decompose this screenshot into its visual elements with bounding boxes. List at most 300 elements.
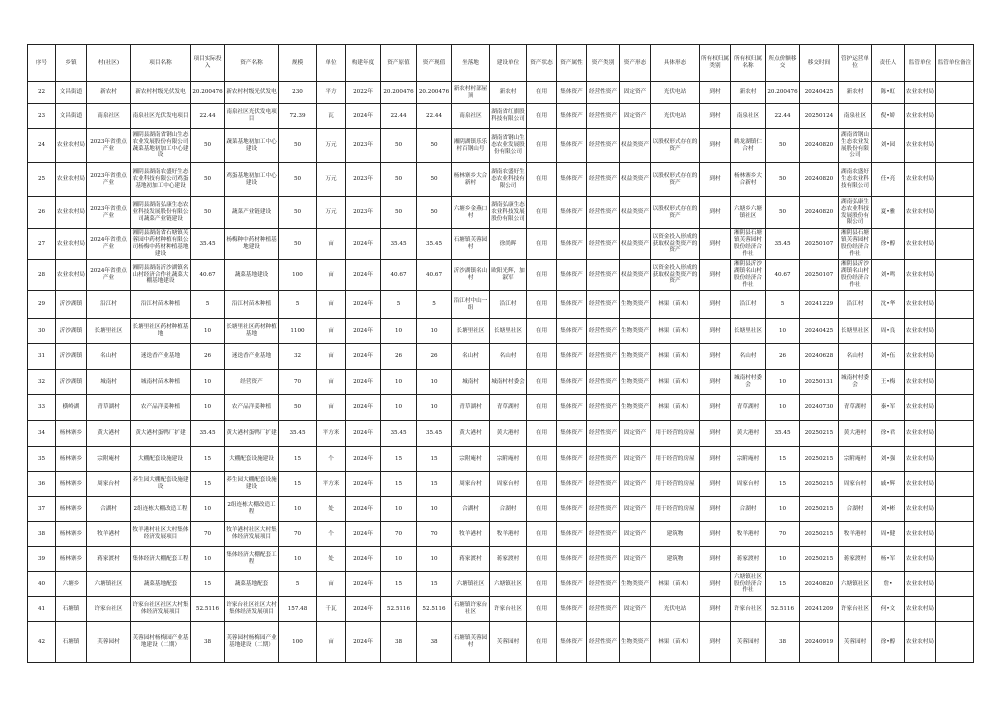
table-row bbox=[28, 229, 974, 260]
township-cell: 杨林寨乡 bbox=[56, 547, 87, 572]
build-year-cell: 2024年 bbox=[346, 319, 381, 344]
builder-cell: 芙蓉园村 bbox=[490, 622, 527, 663]
build-year-cell: 2022年 bbox=[346, 82, 381, 104]
table-row bbox=[28, 421, 974, 447]
transfer-date-cell: 20240919 bbox=[800, 622, 839, 663]
township-cell: 农业农村局 bbox=[56, 229, 87, 260]
township-cell: 杨林寨乡 bbox=[56, 421, 87, 447]
responsible-person-cell: 刘•伍 bbox=[872, 344, 905, 370]
project-name-cell: 湘阴县湖南弘康生态农业科技发展股份有限公司蔬菜产业链建设 bbox=[131, 197, 191, 229]
serial-no-cell: 23 bbox=[28, 104, 56, 129]
remarks-cell bbox=[936, 319, 974, 344]
ownership-name-cell: 湘阴县沂沙湖镇名山村股份经济合作社 bbox=[731, 260, 766, 291]
asset-status-cell: 在用 bbox=[527, 82, 557, 104]
operator-cell: 湖南省钢山生态农业发展股份有限公司 bbox=[839, 129, 872, 163]
asset-original-value-cell: 50 bbox=[381, 129, 417, 163]
unit-cell: 亩 bbox=[317, 260, 346, 291]
operator-cell: 沿江村 bbox=[839, 291, 872, 319]
build-year-cell: 2024年 bbox=[346, 291, 381, 319]
ownership-name-cell: 城南村村委会 bbox=[731, 370, 766, 395]
specific-form-cell: 林果（苗木） bbox=[651, 291, 700, 319]
location-cell: 宗附庵村 bbox=[452, 447, 490, 472]
asset-current-value-cell: 15 bbox=[417, 572, 452, 597]
transfer-value-cell: 15 bbox=[766, 572, 800, 597]
scale-cell: 5 bbox=[279, 572, 317, 597]
ownership-name-cell: 沿江村 bbox=[731, 291, 766, 319]
scale-cell: 15 bbox=[279, 447, 317, 472]
asset-name-cell: 牧羊港村社区大村集体经济发展项目 bbox=[225, 522, 279, 547]
supervisor-cell: 农业农村局 bbox=[905, 370, 936, 395]
asset-attribute-header: 资产属性 bbox=[557, 45, 587, 82]
asset-attribute-cell: 集体资产 bbox=[557, 622, 587, 663]
serial-no-cell: 26 bbox=[28, 197, 56, 229]
asset-attribute-cell: 集体资产 bbox=[557, 229, 587, 260]
builder-cell: 黄大港村 bbox=[490, 421, 527, 447]
builder-cell: 宗附庵村 bbox=[490, 447, 527, 472]
asset-attribute-cell: 集体资产 bbox=[557, 370, 587, 395]
unit-cell: 平方 bbox=[317, 82, 346, 104]
ownership-name-cell: 湘阴县石塘镇芙蓉园村股份经济合作社 bbox=[731, 229, 766, 260]
transfer-date-cell: 20250215 bbox=[800, 472, 839, 497]
asset-status-cell: 在用 bbox=[527, 395, 557, 421]
location-cell: 牧羊港村 bbox=[452, 522, 490, 547]
operator-cell: 黄大港村 bbox=[839, 421, 872, 447]
operator-cell: 新农村 bbox=[839, 82, 872, 104]
asset-original-value-cell: 35.45 bbox=[381, 229, 417, 260]
project-investment-cell: 52.5116 bbox=[191, 597, 225, 622]
asset-form-cell: 固定资产 bbox=[620, 547, 651, 572]
responsible-person-cell: 何•文 bbox=[872, 597, 905, 622]
village-cell: 城南村 bbox=[87, 370, 131, 395]
asset-name-cell: 南泉社区光伏发电项目 bbox=[225, 104, 279, 129]
village-cell: 宗附庵村 bbox=[87, 447, 131, 472]
location-cell: 周家台村 bbox=[452, 472, 490, 497]
township-cell: 农业农村局 bbox=[56, 197, 87, 229]
transfer-value-cell: 10 bbox=[766, 547, 800, 572]
project-name-cell: 2组连栋大棚改造工程 bbox=[131, 497, 191, 522]
project-investment-cell: 10 bbox=[191, 370, 225, 395]
asset-status-cell: 在用 bbox=[527, 291, 557, 319]
builder-cell: 合湖村 bbox=[490, 497, 527, 522]
asset-form-cell: 固定资产 bbox=[620, 421, 651, 447]
asset-attribute-cell: 集体资产 bbox=[557, 82, 587, 104]
asset-current-value-cell: 22.44 bbox=[417, 104, 452, 129]
scale-cell: 50 bbox=[279, 229, 317, 260]
village-cell: 新农村 bbox=[87, 82, 131, 104]
specific-form-cell: 以股权形式存在的资产 bbox=[651, 129, 700, 163]
asset-original-value-cell: 52.5116 bbox=[381, 597, 417, 622]
asset-category-cell: 经营性资产 bbox=[587, 344, 620, 370]
ownership-type-cell: 到村 bbox=[700, 447, 731, 472]
serial-no-cell: 28 bbox=[28, 260, 56, 291]
project-investment-cell: 15 bbox=[191, 447, 225, 472]
unit-cell: 万元 bbox=[317, 129, 346, 163]
operator-cell: 湘阴县石塘镇芙蓉园村股份经济合作社 bbox=[839, 229, 872, 260]
serial-no-cell: 37 bbox=[28, 497, 56, 522]
location-cell: 沂沙湖镇名山村 bbox=[452, 260, 490, 291]
scale-cell: 15 bbox=[279, 472, 317, 497]
asset-name-cell: 集体经济大棚配套工程 bbox=[225, 547, 279, 572]
responsible-person-cell: 陈•虹 bbox=[872, 82, 905, 104]
asset-original-value-cell: 10 bbox=[381, 319, 417, 344]
ownership-name-cell: 合湖村 bbox=[731, 497, 766, 522]
remarks-cell bbox=[936, 547, 974, 572]
asset-name-cell: 蔬菜基地初加工中心建设 bbox=[225, 129, 279, 163]
asset-current-value-cell: 52.5116 bbox=[417, 597, 452, 622]
asset-status-cell: 在用 bbox=[527, 163, 557, 197]
township-cell: 六塘乡 bbox=[56, 572, 87, 597]
project-investment-cell: 38 bbox=[191, 622, 225, 663]
asset-form-cell: 固定资产 bbox=[620, 597, 651, 622]
asset-current-value-cell: 26 bbox=[417, 344, 452, 370]
table-row bbox=[28, 104, 974, 129]
specific-form-cell: 光伏电站 bbox=[651, 104, 700, 129]
ownership-name-cell: 杨林寨乡大合新村 bbox=[731, 163, 766, 197]
operator-cell: 合湖村 bbox=[839, 497, 872, 522]
remarks-cell bbox=[936, 497, 974, 522]
project-investment-cell: 20.200476 bbox=[191, 82, 225, 104]
asset-original-value-cell: 35.45 bbox=[381, 421, 417, 447]
village-cell: 牧羊港村 bbox=[87, 522, 131, 547]
asset-name-cell: 养生园大棚配套设施建设 bbox=[225, 472, 279, 497]
table-row bbox=[28, 447, 974, 472]
builder-cell: 湖南弘康生态农业科技发展股份有限公司 bbox=[490, 197, 527, 229]
operator-cell: 名山村 bbox=[839, 344, 872, 370]
responsible-person-header: 责任人 bbox=[872, 45, 905, 82]
ownership-type-cell: 到村 bbox=[700, 197, 731, 229]
ownership-type-cell: 到村 bbox=[700, 572, 731, 597]
village-cell: 周家台村 bbox=[87, 472, 131, 497]
village-cell: 南泉社区 bbox=[87, 104, 131, 129]
build-year-cell: 2023年 bbox=[346, 197, 381, 229]
asset-original-value-cell: 10 bbox=[381, 547, 417, 572]
operator-cell: 湖南弘康生态农业科技发展股份有限公司 bbox=[839, 197, 872, 229]
asset-form-cell: 生物类资产 bbox=[620, 572, 651, 597]
asset-original-value-cell: 15 bbox=[381, 572, 417, 597]
remarks-cell bbox=[936, 197, 974, 229]
specific-form-cell: 用于经营的房屋 bbox=[651, 421, 700, 447]
transfer-value-cell: 50 bbox=[766, 197, 800, 229]
builder-cell: 欧阳光辉，加淑军 bbox=[490, 260, 527, 291]
asset-current-value-cell: 10 bbox=[417, 395, 452, 421]
asset-name-cell: 蔬菜基地配套 bbox=[225, 572, 279, 597]
asset-status-cell: 在用 bbox=[527, 197, 557, 229]
project-investment-cell: 10 bbox=[191, 547, 225, 572]
serial-no-cell: 42 bbox=[28, 622, 56, 663]
specific-form-cell: 林果（苗木） bbox=[651, 622, 700, 663]
unit-cell: 千瓦 bbox=[317, 597, 346, 622]
supervisor-cell: 农业农村局 bbox=[905, 260, 936, 291]
serial-no-cell: 39 bbox=[28, 547, 56, 572]
asset-original-value-header: 资产原值 bbox=[381, 45, 417, 82]
asset-category-cell: 经营性资产 bbox=[587, 197, 620, 229]
township-cell: 横岭湖 bbox=[56, 395, 87, 421]
transfer-value-cell: 35.45 bbox=[766, 229, 800, 260]
serial-no-cell: 35 bbox=[28, 447, 56, 472]
asset-attribute-cell: 集体资产 bbox=[557, 547, 587, 572]
responsible-person-cell: 徐•醇 bbox=[872, 229, 905, 260]
operator-cell: 周家台村 bbox=[839, 472, 872, 497]
project-investment-cell: 35.45 bbox=[191, 229, 225, 260]
builder-cell: 长塘里社区 bbox=[490, 319, 527, 344]
remarks-cell bbox=[936, 260, 974, 291]
asset-current-value-cell: 50 bbox=[417, 129, 452, 163]
remarks-cell bbox=[936, 395, 974, 421]
project-investment-cell: 10 bbox=[191, 319, 225, 344]
township-cell: 沂沙湖镇 bbox=[56, 370, 87, 395]
asset-form-cell: 固定资产 bbox=[620, 104, 651, 129]
asset-attribute-cell: 集体资产 bbox=[557, 572, 587, 597]
project-name-cell: 牧羊港村社区大村集体经济发展项目 bbox=[131, 522, 191, 547]
build-year-header: 构建年度 bbox=[346, 45, 381, 82]
asset-original-value-cell: 10 bbox=[381, 497, 417, 522]
builder-cell: 城南村村委会 bbox=[490, 370, 527, 395]
operator-cell: 青草湖村 bbox=[839, 395, 872, 421]
scale-cell: 157.48 bbox=[279, 597, 317, 622]
ownership-name-cell: 南泉社区 bbox=[731, 104, 766, 129]
transfer-date-cell: 20250215 bbox=[800, 522, 839, 547]
transfer-date-cell: 20240820 bbox=[800, 163, 839, 197]
asset-name-header: 资产名称 bbox=[225, 45, 279, 82]
specific-form-cell: 以股权形式存在的资产 bbox=[651, 197, 700, 229]
transfer-date-cell: 20241229 bbox=[800, 291, 839, 319]
operator-cell: 南泉社区 bbox=[839, 104, 872, 129]
asset-form-header: 资产形态 bbox=[620, 45, 651, 82]
responsible-person-cell: 秦•军 bbox=[872, 395, 905, 421]
project-name-cell: 沿江村苗木种植 bbox=[131, 291, 191, 319]
specific-form-cell: 林果（苗木） bbox=[651, 395, 700, 421]
asset-current-value-cell: 15 bbox=[417, 472, 452, 497]
supervisor-cell: 农业农村局 bbox=[905, 395, 936, 421]
scale-cell: 50 bbox=[279, 395, 317, 421]
build-year-cell: 2023年 bbox=[346, 163, 381, 197]
ownership-name-cell: 六塘乡六塘镇社区 bbox=[731, 197, 766, 229]
table-row bbox=[28, 597, 974, 622]
table-row bbox=[28, 522, 974, 547]
village-cell: 名山村 bbox=[87, 344, 131, 370]
ownership-name-cell: 青草湖村 bbox=[731, 395, 766, 421]
responsible-person-cell: 刘•彬 bbox=[872, 497, 905, 522]
specific-form-cell: 林果（苗木） bbox=[651, 344, 700, 370]
table-row bbox=[28, 163, 974, 197]
ownership-name-cell: 蒋家渡村 bbox=[731, 547, 766, 572]
village-cell: 六塘镇社区 bbox=[87, 572, 131, 597]
village-header: 村(社区) bbox=[87, 45, 131, 82]
location-cell: 新农村村部屋顶 bbox=[452, 82, 490, 104]
asset-status-cell: 在用 bbox=[527, 547, 557, 572]
ownership-type-cell: 到村 bbox=[700, 104, 731, 129]
remarks-cell bbox=[936, 291, 974, 319]
project-name-cell: 农产品洋姜种植 bbox=[131, 395, 191, 421]
project-name-cell: 蔬菜基地配套 bbox=[131, 572, 191, 597]
specific-form-cell: 建筑物 bbox=[651, 522, 700, 547]
specific-form-cell: 用于经营的房屋 bbox=[651, 497, 700, 522]
asset-current-value-cell: 50 bbox=[417, 197, 452, 229]
asset-category-cell: 经营性资产 bbox=[587, 291, 620, 319]
build-year-cell: 2024年 bbox=[346, 370, 381, 395]
table-row bbox=[28, 129, 974, 163]
asset-category-cell: 经营性资产 bbox=[587, 370, 620, 395]
operator-cell: 湖南农盛好生态农业科技有限公司 bbox=[839, 163, 872, 197]
asset-current-value-cell: 10 bbox=[417, 319, 452, 344]
village-cell: 黄大港村 bbox=[87, 421, 131, 447]
project-investment-cell: 50 bbox=[191, 163, 225, 197]
serial-no-cell: 33 bbox=[28, 395, 56, 421]
supervisor-cell: 农业农村局 bbox=[905, 572, 936, 597]
remarks-cell bbox=[936, 104, 974, 129]
asset-status-cell: 在用 bbox=[527, 572, 557, 597]
unit-cell: 万元 bbox=[317, 197, 346, 229]
asset-category-cell: 经营性资产 bbox=[587, 260, 620, 291]
unit-cell: 平方米 bbox=[317, 421, 346, 447]
asset-form-cell: 权益类资产 bbox=[620, 260, 651, 291]
transfer-date-cell: 20250215 bbox=[800, 447, 839, 472]
serial-no-cell: 40 bbox=[28, 572, 56, 597]
supervisor-cell: 农业农村局 bbox=[905, 597, 936, 622]
asset-name-cell: 许家台社区社区大村集体经济发展项目 bbox=[225, 597, 279, 622]
asset-form-cell: 固定资产 bbox=[620, 522, 651, 547]
builder-cell: 牧羊港村 bbox=[490, 522, 527, 547]
operator-cell: 蒋家渡村 bbox=[839, 547, 872, 572]
project-investment-cell: 10 bbox=[191, 497, 225, 522]
asset-name-cell: 沿江村苗木种植 bbox=[225, 291, 279, 319]
scale-cell: 50 bbox=[279, 163, 317, 197]
asset-name-cell: 2组连栋大棚改造工程 bbox=[225, 497, 279, 522]
serial-no-cell: 22 bbox=[28, 82, 56, 104]
asset-current-value-cell: 50 bbox=[417, 163, 452, 197]
table-row bbox=[28, 319, 974, 344]
builder-cell: 许家台社区 bbox=[490, 597, 527, 622]
responsible-person-cell: 刘•强 bbox=[872, 447, 905, 472]
scale-cell: 72.39 bbox=[279, 104, 317, 129]
operator-cell: 城南村村委会 bbox=[839, 370, 872, 395]
township-cell: 杨林寨乡 bbox=[56, 522, 87, 547]
township-cell: 文昌街道 bbox=[56, 104, 87, 129]
asset-category-cell: 经营性资产 bbox=[587, 497, 620, 522]
supervisor-cell: 农业农村局 bbox=[905, 82, 936, 104]
township-cell: 杨林寨乡 bbox=[56, 472, 87, 497]
location-cell: 黄大港村 bbox=[452, 421, 490, 447]
unit-cell: 个 bbox=[317, 447, 346, 472]
transfer-date-cell: 20250107 bbox=[800, 260, 839, 291]
transfer-value-cell: 38 bbox=[766, 622, 800, 663]
asset-name-cell: 蔬菜产业链建设 bbox=[225, 197, 279, 229]
unit-cell: 亩 bbox=[317, 319, 346, 344]
builder-cell: 新农村 bbox=[490, 82, 527, 104]
responsible-person-cell: 任•亮 bbox=[872, 163, 905, 197]
project-name-cell: 集体经济大棚配套工程 bbox=[131, 547, 191, 572]
ownership-type-cell: 到村 bbox=[700, 163, 731, 197]
project-name-cell: 南泉社区光伏发电项目 bbox=[131, 104, 191, 129]
location-cell: 杨林寨乡大合新村 bbox=[452, 163, 490, 197]
asset-name-cell: 新农村村级光伏发电 bbox=[225, 82, 279, 104]
remarks-cell bbox=[936, 370, 974, 395]
supervisor-cell: 农业农村局 bbox=[905, 229, 936, 260]
asset-attribute-cell: 集体资产 bbox=[557, 344, 587, 370]
asset-form-cell: 固定资产 bbox=[620, 447, 651, 472]
asset-original-value-cell: 10 bbox=[381, 370, 417, 395]
supervisor-cell: 农业农村局 bbox=[905, 421, 936, 447]
project-name-cell: 湘阴县湖南省石塘镇芙蓉园中药材种植有限公司杨梅中药材种植基地建设 bbox=[131, 229, 191, 260]
supervisor-cell: 农业农村局 bbox=[905, 447, 936, 472]
transfer-date-cell: 20240730 bbox=[800, 395, 839, 421]
builder-cell: 六塘镇社区 bbox=[490, 572, 527, 597]
unit-cell: 亩 bbox=[317, 370, 346, 395]
village-cell: 芙蓉园村 bbox=[87, 622, 131, 663]
transfer-date-cell: 20250215 bbox=[800, 497, 839, 522]
location-cell: 城南村 bbox=[452, 370, 490, 395]
unit-cell: 瓦 bbox=[317, 104, 346, 129]
asset-original-value-cell: 15 bbox=[381, 447, 417, 472]
build-year-cell: 2024年 bbox=[346, 522, 381, 547]
location-header: 坐落地 bbox=[452, 45, 490, 82]
ownership-type-cell: 到村 bbox=[700, 260, 731, 291]
scale-cell: 32 bbox=[279, 344, 317, 370]
ownership-name-cell: 六塘镇社区股份经济合作社 bbox=[731, 572, 766, 597]
village-cell: 2023年省重点产业 bbox=[87, 129, 131, 163]
scale-cell: 10 bbox=[279, 547, 317, 572]
table-row bbox=[28, 291, 974, 319]
operator-cell: 湘阴县沂沙湖镇名山村股份经济合作社 bbox=[839, 260, 872, 291]
asset-category-cell: 经营性资产 bbox=[587, 421, 620, 447]
transfer-date-cell: 20250215 bbox=[800, 547, 839, 572]
table-header bbox=[28, 45, 974, 82]
supervisor-cell: 农业农村局 bbox=[905, 319, 936, 344]
ownership-type-cell: 到村 bbox=[700, 522, 731, 547]
asset-original-value-cell: 26 bbox=[381, 344, 417, 370]
asset-attribute-cell: 集体资产 bbox=[557, 319, 587, 344]
specific-form-cell: 林果（苗木） bbox=[651, 319, 700, 344]
asset-attribute-cell: 集体资产 bbox=[557, 163, 587, 197]
ownership-name-cell: 许家台社区 bbox=[731, 597, 766, 622]
project-investment-cell: 15 bbox=[191, 572, 225, 597]
asset-category-cell: 经营性资产 bbox=[587, 163, 620, 197]
builder-cell: 青草湖村 bbox=[490, 395, 527, 421]
ownership-name-cell: 芙蓉园村 bbox=[731, 622, 766, 663]
asset-attribute-cell: 集体资产 bbox=[557, 197, 587, 229]
asset-current-value-cell: 10 bbox=[417, 370, 452, 395]
asset-original-value-cell: 50 bbox=[381, 197, 417, 229]
remarks-cell bbox=[936, 129, 974, 163]
village-cell: 2023年省重点产业 bbox=[87, 197, 131, 229]
location-cell: 南泉社区 bbox=[452, 104, 490, 129]
asset-original-value-cell: 22.44 bbox=[381, 104, 417, 129]
transfer-value-cell: 10 bbox=[766, 319, 800, 344]
table-row bbox=[28, 572, 974, 597]
asset-name-cell: 芙蓉园村杨梅园产业基地建设（二期） bbox=[225, 622, 279, 663]
supervisor-cell: 农业农村局 bbox=[905, 197, 936, 229]
project-investment-header: 项目实际投入 bbox=[191, 45, 225, 82]
builder-cell: 湖南农盛好生态农业科技有限公司 bbox=[490, 163, 527, 197]
responsible-person-cell: 夏•雅 bbox=[872, 197, 905, 229]
asset-attribute-cell: 集体资产 bbox=[557, 597, 587, 622]
unit-cell: 亩 bbox=[317, 229, 346, 260]
transfer-date-cell: 20250124 bbox=[800, 104, 839, 129]
build-year-cell: 2024年 bbox=[346, 229, 381, 260]
asset-original-value-cell: 38 bbox=[381, 622, 417, 663]
serial-no-cell: 36 bbox=[28, 472, 56, 497]
build-year-cell: 2024年 bbox=[346, 572, 381, 597]
village-cell: 沿江村 bbox=[87, 291, 131, 319]
unit-cell: 平方米 bbox=[317, 472, 346, 497]
scale-cell: 100 bbox=[279, 260, 317, 291]
table-row bbox=[28, 472, 974, 497]
location-cell: 六塘镇社区 bbox=[452, 572, 490, 597]
project-investment-cell: 5 bbox=[191, 291, 225, 319]
builder-cell: 沿江村 bbox=[490, 291, 527, 319]
supervisor-cell: 农业农村局 bbox=[905, 163, 936, 197]
asset-category-cell: 经营性资产 bbox=[587, 622, 620, 663]
